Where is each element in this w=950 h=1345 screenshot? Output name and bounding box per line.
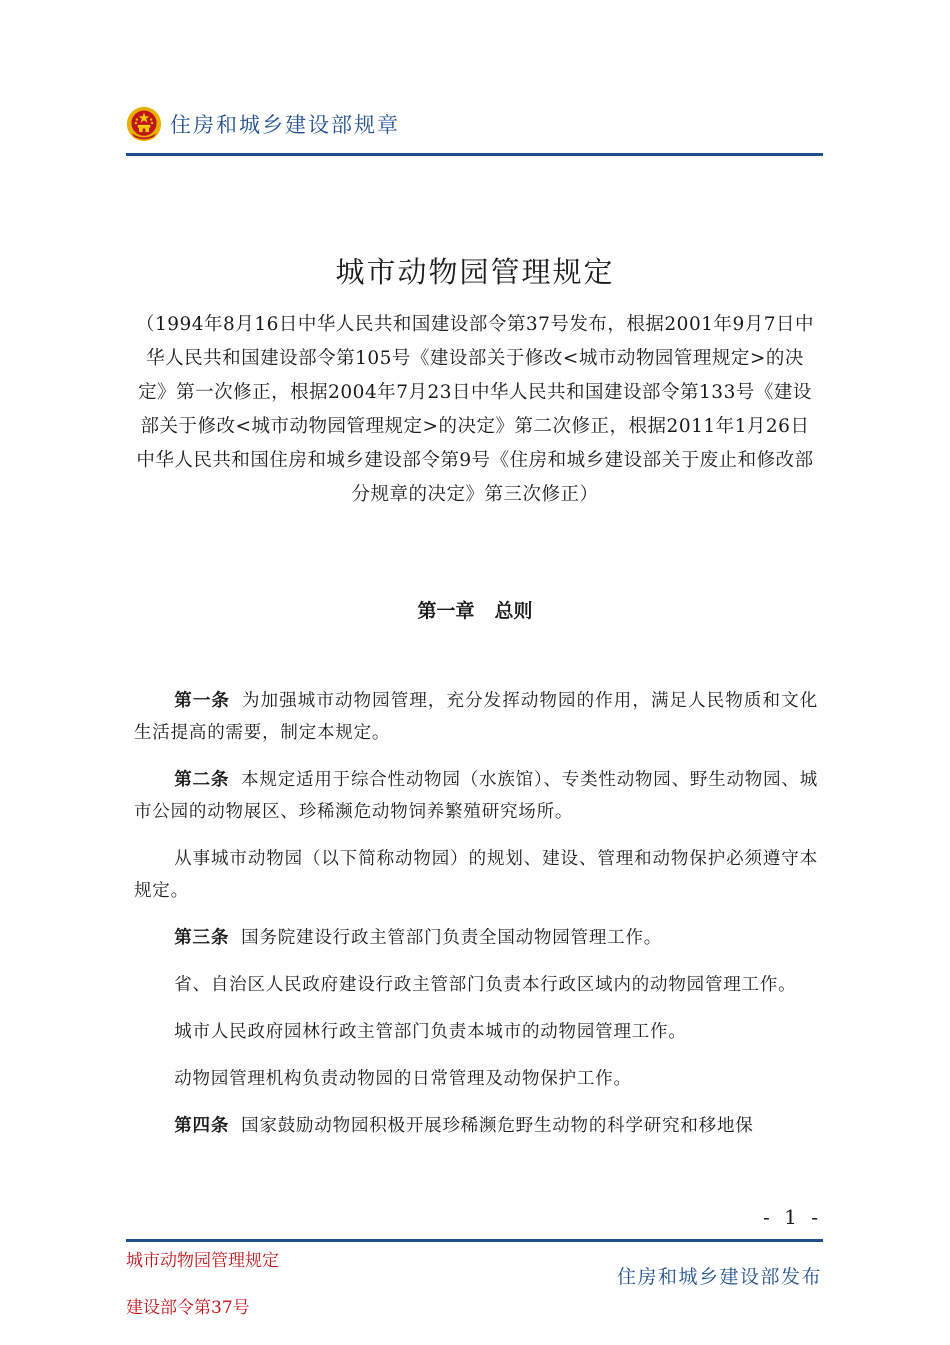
paragraph <box>134 969 818 1001</box>
chapter-name: 总则 <box>494 600 533 622</box>
paragraph <box>134 1016 818 1048</box>
paragraph-text: 本规定适用于综合性动物园（水族馆）、专类性动物园、野生动物园、城市公园的动物展区、珍稀濒危动物饲养繁殖研究场所。 <box>134 770 819 822</box>
footer-decree: 建设部令第37号 <box>126 1298 250 1318</box>
header-divider <box>126 153 823 156</box>
paragraph-text: 国务院建设行政主管部门负责全国动物园管理工作。 <box>241 928 663 948</box>
national-emblem-icon <box>126 106 162 142</box>
article-label: 第一条 <box>174 691 231 711</box>
paragraph <box>134 1110 818 1142</box>
chapter-number: 第一章 <box>417 600 475 622</box>
paragraph-text: 动物园管理机构负责动物园的日常管理及动物保护工作。 <box>174 1069 632 1089</box>
article-label: 第二条 <box>174 770 230 790</box>
article-label: 第四条 <box>174 1116 230 1136</box>
footer-doc-name: 城市动物园管理规定 <box>126 1251 279 1271</box>
document-body <box>134 685 818 1157</box>
paragraph-text: 为加强城市动物园管理，充分发挥动物园的作用，满足人民物质和文化生活提高的需要，制定本规定。 <box>134 691 818 743</box>
footer-publisher: 住房和城乡建设部发布 <box>616 1266 822 1288</box>
page-number: - 1 - <box>763 1205 822 1229</box>
revision-note: （1994年8月16日中华人民共和国建设部令第37号发布，根据2001年9月7日中华人民共和国建设部令第105号《建设部关于修改<城市动物园管理规定>的决定》第一次修正，根据2004年7月23日中华人民共和国建设部令第133号《建设部关于修改<城市动物园管理规定>的决定》第二次修正，根据2011年1月26日中华人民共和国住房和城乡建设部令第9号《住房和城乡建设部关于废止和修改部分规章的决定》第三次修正） <box>135 314 815 505</box>
footer-divider <box>126 1239 823 1242</box>
paragraph <box>134 685 818 749</box>
paragraph <box>134 922 818 954</box>
paragraph-text: 省、自治区人民政府建设行政主管部门负责本行政区域内的动物园管理工作。 <box>174 975 797 995</box>
paragraph <box>134 1063 818 1095</box>
header-title: 住房和城乡建设部规章 <box>170 113 400 137</box>
paragraph-text: 国家鼓励动物园积极开展珍稀濒危野生动物的科学研究和移地保 <box>241 1116 754 1136</box>
paragraph <box>134 764 818 828</box>
paragraph-text: 从事城市动物园（以下简称动物园）的规划、建设、管理和动物保护必须遵守本规定。 <box>134 849 818 901</box>
paragraph <box>134 843 818 907</box>
document-title: 城市动物园管理规定 <box>335 255 615 289</box>
article-label: 第三条 <box>174 928 230 948</box>
paragraph-text: 城市人民政府园林行政主管部门负责本城市的动物园管理工作。 <box>174 1022 687 1042</box>
chapter-heading <box>0 596 950 623</box>
page-header <box>126 104 400 144</box>
